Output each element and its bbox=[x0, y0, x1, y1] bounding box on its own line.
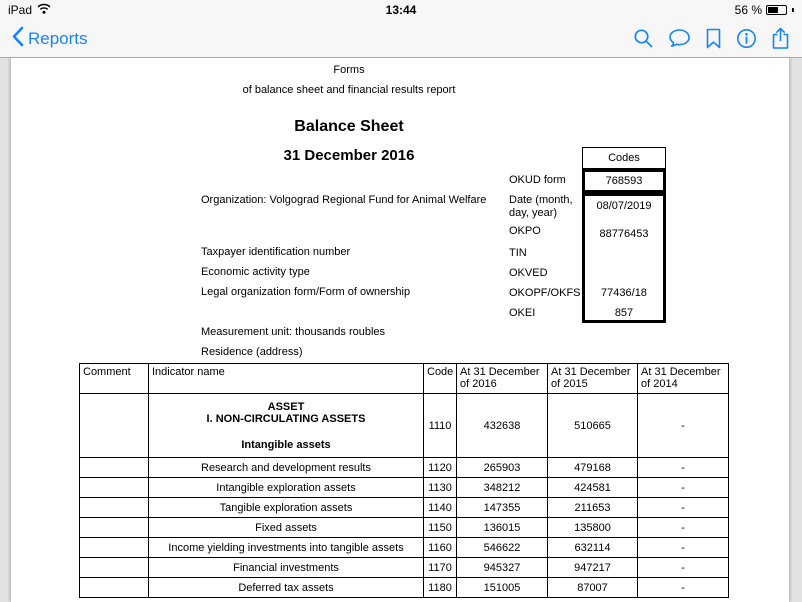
row-v2015: 135800 bbox=[548, 518, 638, 538]
header-2015: At 31 December of 2015 bbox=[548, 364, 638, 394]
row-v2015: 424581 bbox=[548, 478, 638, 498]
okved-label: OKVED bbox=[509, 267, 548, 279]
table-row bbox=[80, 478, 729, 498]
doc-title: Balance Sheet bbox=[294, 118, 404, 135]
device-label: iPad bbox=[8, 3, 33, 17]
back-button[interactable] bbox=[12, 26, 88, 52]
wifi-icon bbox=[37, 3, 51, 17]
document-page bbox=[10, 58, 790, 602]
section-line1: ASSET bbox=[267, 400, 305, 413]
row-v2015: 479168 bbox=[548, 458, 638, 478]
nav-bar bbox=[0, 20, 802, 58]
codes-box-header: Codes bbox=[582, 147, 666, 169]
legal-form-label: Legal organization form/Form of ownership bbox=[201, 286, 411, 298]
row-name: Tangible exploration assets bbox=[149, 498, 424, 518]
row-name: Fixed assets bbox=[149, 518, 424, 538]
row-v2016: 348212 bbox=[457, 478, 548, 498]
search-icon[interactable] bbox=[633, 28, 654, 49]
row-v2014: - bbox=[638, 538, 729, 558]
battery-tip bbox=[792, 8, 794, 12]
document-scroll-area[interactable] bbox=[0, 58, 802, 602]
row-v2014: - bbox=[638, 518, 729, 538]
row-v2016: 136015 bbox=[457, 518, 548, 538]
row-v2014: - bbox=[638, 498, 729, 518]
table-row bbox=[80, 518, 729, 538]
okei-label: OKEI bbox=[509, 307, 536, 319]
info-icon[interactable] bbox=[736, 28, 757, 49]
clock: 13:44 bbox=[385, 3, 417, 17]
balance-sheet-table bbox=[79, 363, 729, 598]
row-v2016: 546622 bbox=[457, 538, 548, 558]
date-label: Date (month, day, year) bbox=[509, 194, 573, 219]
section-code-cell: 1110 bbox=[424, 394, 457, 458]
residence-label: Residence (address) bbox=[201, 346, 303, 358]
back-label: Reports bbox=[28, 28, 88, 48]
table-row bbox=[80, 538, 729, 558]
date-value: 08/07/2019 bbox=[596, 200, 652, 212]
row-name: Research and development results bbox=[149, 458, 424, 478]
row-name: Intangible exploration assets bbox=[149, 478, 424, 498]
row-code: 1130 bbox=[424, 478, 457, 498]
share-icon[interactable] bbox=[771, 27, 790, 50]
section-comment-cell bbox=[80, 394, 149, 458]
row-v2014: - bbox=[638, 558, 729, 578]
section-v2016: 432638 bbox=[457, 394, 548, 458]
row-name: Deferred tax assets bbox=[149, 578, 424, 598]
row-v2014: - bbox=[638, 578, 729, 598]
header-comment: Comment bbox=[80, 364, 149, 394]
codes-box-values bbox=[582, 193, 666, 323]
section-line2: I. NON-CIRCULATING ASSETS bbox=[206, 412, 366, 425]
header-indicator: Indicator name bbox=[149, 364, 424, 394]
organization-label: Organization: Volgograd Regional Fund for Animal Welfare bbox=[201, 194, 487, 206]
unit-label: Measurement unit: thousands roubles bbox=[201, 326, 386, 338]
header-code: Code bbox=[424, 364, 457, 394]
back-chevron-icon bbox=[12, 26, 24, 52]
row-v2016: 147355 bbox=[457, 498, 548, 518]
table-row bbox=[80, 498, 729, 518]
section-row bbox=[80, 394, 729, 458]
table-header-row bbox=[80, 364, 729, 394]
row-v2014: - bbox=[638, 458, 729, 478]
row-code: 1120 bbox=[424, 458, 457, 478]
table-row bbox=[80, 558, 729, 578]
doc-header-line1: Forms bbox=[333, 64, 365, 76]
okpo-value: 88776453 bbox=[599, 228, 649, 240]
row-v2016: 945327 bbox=[457, 558, 548, 578]
header-2016: At 31 December of 2016 bbox=[457, 364, 548, 394]
row-v2016: 265903 bbox=[457, 458, 548, 478]
row-v2014: - bbox=[638, 478, 729, 498]
row-code: 1140 bbox=[424, 498, 457, 518]
table-row bbox=[80, 578, 729, 598]
okopf-label: OKOPF/OKFS bbox=[509, 287, 581, 299]
row-code: 1180 bbox=[424, 578, 457, 598]
okud-label: OKUD form bbox=[509, 174, 566, 186]
row-code: 1170 bbox=[424, 558, 457, 578]
bookmark-icon[interactable] bbox=[705, 28, 722, 49]
status-bar bbox=[0, 0, 802, 20]
row-v2015: 632114 bbox=[548, 538, 638, 558]
doc-header-line2: of balance sheet and financial results report bbox=[242, 84, 456, 96]
comment-icon[interactable] bbox=[668, 28, 691, 49]
battery-icon bbox=[766, 5, 787, 15]
row-v2015: 947217 bbox=[548, 558, 638, 578]
okud-value: 768593 bbox=[582, 169, 666, 193]
row-code: 1160 bbox=[424, 538, 457, 558]
tin-label: TIN bbox=[509, 247, 527, 259]
section-v2014: - bbox=[638, 394, 729, 458]
okpo-label: OKPO bbox=[509, 225, 541, 237]
section-subheading: Intangible assets bbox=[241, 438, 331, 451]
row-v2015: 211653 bbox=[548, 498, 638, 518]
okei-value: 857 bbox=[614, 307, 634, 319]
row-name: Income yielding investments into tangible assets bbox=[149, 538, 424, 558]
row-code: 1150 bbox=[424, 518, 457, 538]
okopf-value: 77436/18 bbox=[601, 287, 647, 299]
row-name: Financial investments bbox=[149, 558, 424, 578]
header-2014: At 31 December of 2014 bbox=[638, 364, 729, 394]
doc-subtitle: 31 December 2016 bbox=[283, 147, 415, 164]
taxpayer-label: Taxpayer identification number bbox=[201, 246, 351, 258]
activity-label: Economic activity type bbox=[201, 266, 310, 278]
section-name-cell bbox=[149, 394, 424, 458]
table-row bbox=[80, 458, 729, 478]
section-v2015: 510665 bbox=[548, 394, 638, 458]
row-v2015: 87007 bbox=[548, 578, 638, 598]
battery-percent-label: 56 % bbox=[734, 3, 762, 17]
row-v2016: 151005 bbox=[457, 578, 548, 598]
